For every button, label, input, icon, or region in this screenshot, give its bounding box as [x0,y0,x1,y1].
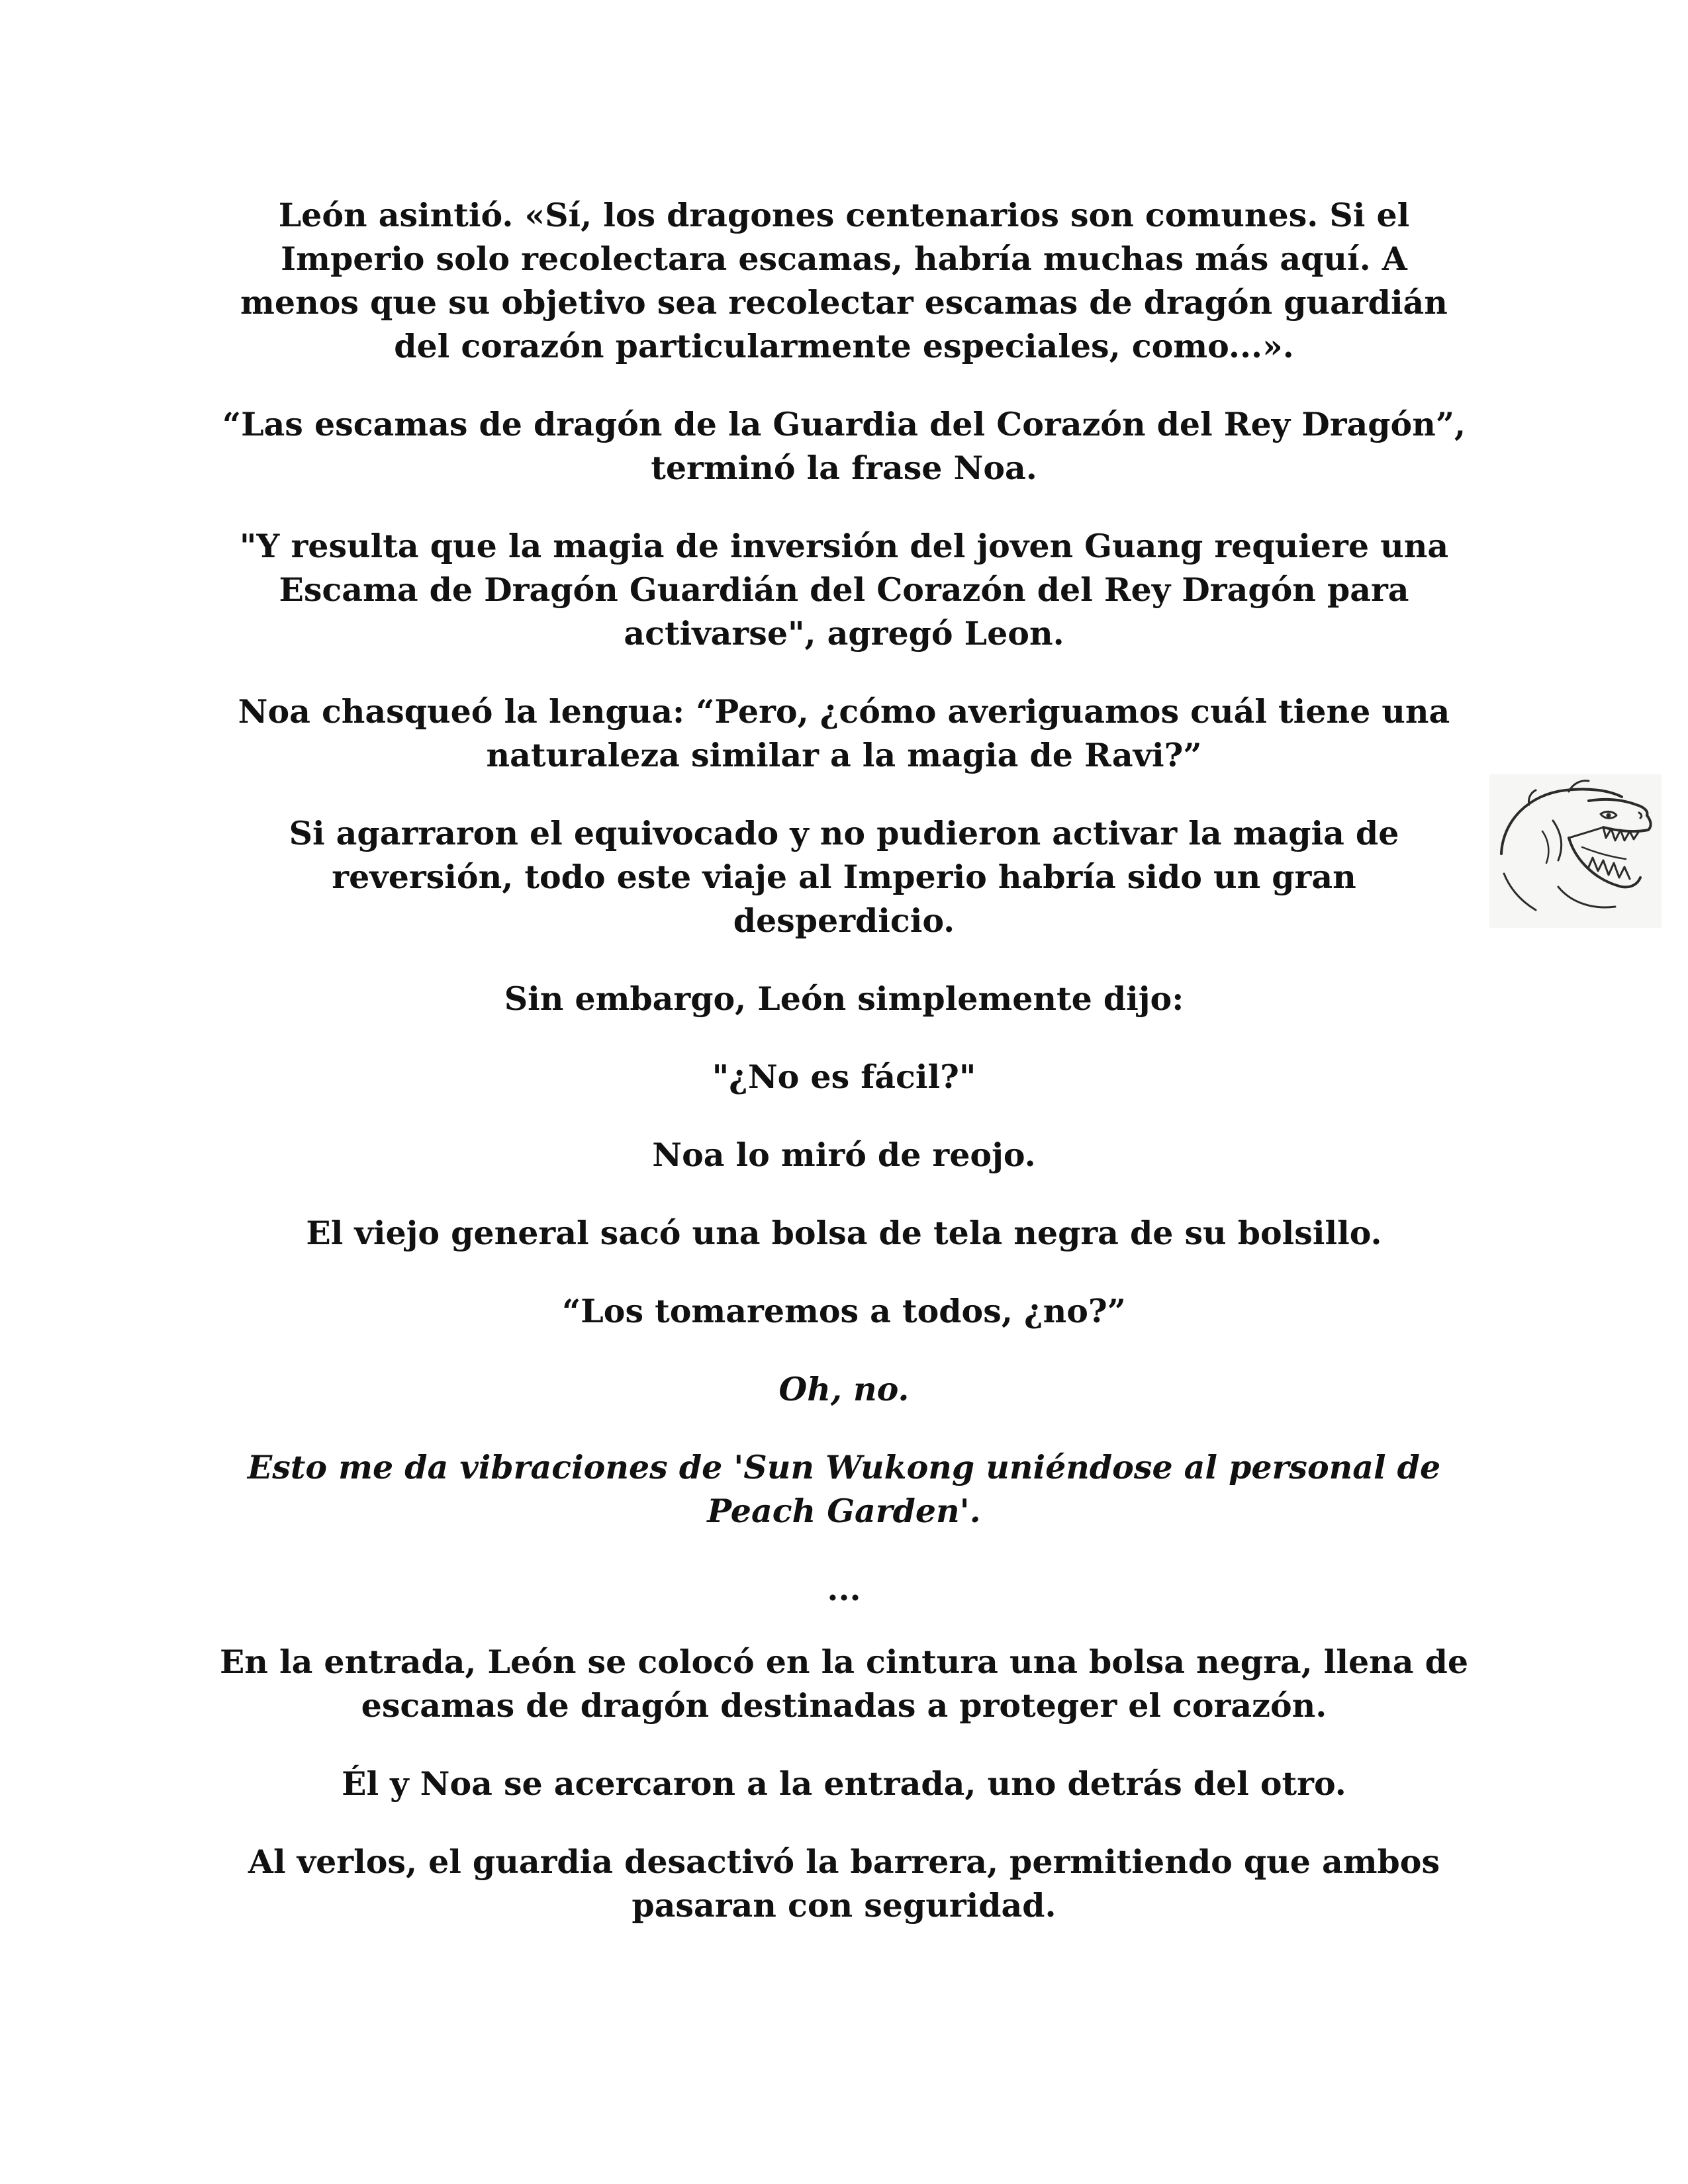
paragraph-3: "Y resulta que la magia de inversión del joven Guang requiere una Escama de Dragón Guardián del Corazón del Rey Dragón para activarse", agregó Leon. [239,527,1449,653]
paragraph-6: Sin embargo, León simplemente dijo: [504,979,1184,1018]
paragraph-5: Si agarraron el equivocado y no pudieron activar la magia de reversión, todo este viaje al Imperio habría sido un gran desperdicio. [289,814,1399,940]
paragraph-16: Al verlos, el guardia desactivó la barrera, permitiendo que ambos pasaran con seguridad. [248,1843,1440,1925]
scene-break: ... [827,1570,861,1608]
paragraph-4: Noa chasqueó la lengua: “Pero, ¿cómo averiguamos cuál tiene una naturaleza similar a la magia de Ravi?” [238,692,1450,774]
paragraph-14: En la entrada, León se colocó en la cintura una bolsa negra, llena de escamas de dragón destinadas a proteger el corazón. [219,1643,1469,1725]
paragraph-10: “Los tomaremos a todos, ¿no?” [562,1292,1126,1330]
paragraph-7: "¿No es fácil?" [712,1058,976,1096]
story-text [218,193,1470,1962]
dragon-head-sketch-icon [1489,774,1662,928]
paragraph-8: Noa lo miró de reojo. [652,1136,1036,1174]
paragraph-2: “Las escamas de dragón de la Guardia del Corazón del Rey Dragón”, terminó la frase Noa. [222,405,1466,487]
paragraph-1: León asintió. «Sí, los dragones centenarios son comunes. Si el Imperio solo recolectara escamas, habría muchas más aquí. A menos que su objetivo sea recolectar escamas de dragón guardián del corazón particularmente especiales, como...». [240,196,1448,365]
paragraph-11: Oh, no. [778,1370,910,1408]
paragraph-15: Él y Noa se acercaron a la entrada, uno detrás del otro. [342,1764,1346,1803]
paragraph-12: Esto me da vibraciones de 'Sun Wukong uniéndose al personal de Peach Garden'. [247,1448,1441,1530]
paragraph-9: El viejo general sacó una bolsa de tela negra de su bolsillo. [306,1214,1382,1252]
